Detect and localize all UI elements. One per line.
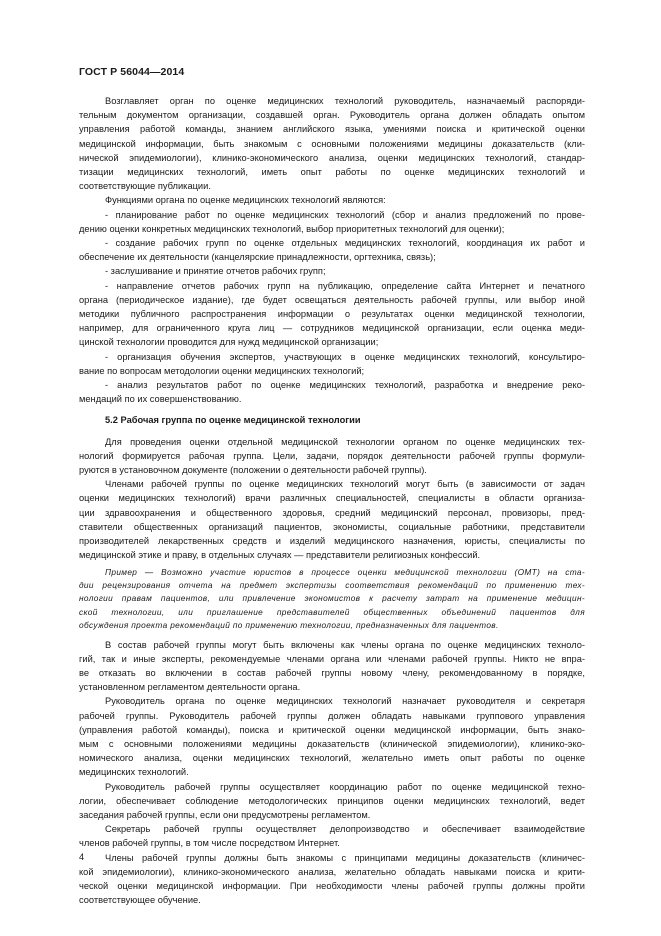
text-line: (управления работой команды), поиска и критической оценки медицинской информации, быть знако-: [79, 724, 585, 735]
text-line: дению оценки конкретных медицинских технологий, выбор приоритетных технологий для оценки);: [79, 223, 505, 234]
text-line: ве отказать во включении в состав рабочей группы новому члену, рекомендованному в порядке,: [79, 667, 585, 678]
text-line: - организация обучения экспертов, участвующих в оценке медицинских технологий, консультиро-: [105, 351, 585, 362]
text-line: Руководитель органа по оценке медицинских технологий назначает руководителя и секретаря: [105, 696, 585, 707]
text-line: соответствующее обучение.: [79, 895, 201, 906]
text-line: ской технологии, или приглашение представителей общественных объединений пациентов для: [79, 606, 585, 617]
text-line: номического анализа, оценки медицинских технологий, желательно иметь опыт работы по оценке: [79, 753, 585, 764]
text-line: соответствующие публикации.: [79, 181, 211, 192]
text-line: Руководитель рабочей группы осуществляет координацию работ по оценке медицинской техно-: [105, 781, 585, 792]
text-line: мым с основными положениями медицины доказательств (клинической эпидемиологии), клинико-эко-: [79, 738, 585, 749]
paragraph: [79, 94, 585, 193]
text-line: 5.2 Рабочая группа по оценке медицинской технологии: [105, 415, 361, 426]
paragraph: [79, 435, 585, 478]
text-line: производителей лекарственных средств и изделий медицинского назначения, юристы, специалисты по: [79, 536, 585, 547]
text-line: заседания рабочей группы, если они предусмотрены регламентом.: [79, 809, 371, 820]
text-line: обсуждения проекта рекомендаций по применению технологии, предназначенных для пациентов.: [79, 620, 499, 631]
text-line: органа (периодическое издание), где будет освещаться деятельность рабочей группы, или выбор иной: [79, 294, 585, 305]
text-line: нической эпидемиологии), клинико-экономического анализа, оценки медицинских технологий, стандар-: [79, 152, 585, 163]
text-line: установленном регламентом деятельности органа.: [79, 682, 301, 693]
paragraph: [79, 378, 585, 406]
example-note: [79, 566, 585, 633]
text-line: вание по вопросам методологии оценки медицинских технологий;: [79, 365, 365, 376]
text-line: руются в установочном документе (положении о деятельности рабочей группы).: [79, 465, 427, 476]
text-line: ции здравоохранения и общественного здоровья, средний медицинский персонал, провизоры, пред-: [79, 507, 585, 518]
text-line: медицинских технологий.: [79, 767, 189, 778]
text-line: медицинской информации, быть знакомым с основными положениями медицины доказательств (кли-: [79, 138, 585, 149]
paragraph: [79, 477, 585, 562]
paragraph: [79, 208, 585, 236]
text-line: оценки медицинских технологий) врачи различных специальностей, специалисты в области организа-: [79, 493, 585, 504]
document-body: [79, 94, 585, 907]
paragraph: [79, 822, 585, 850]
text-line: Пример — Возможно участие юристов в процессе оценки медицинской технологии (ОМТ) на ста-: [105, 566, 585, 577]
paragraph: [79, 264, 585, 278]
text-line: - направление отчетов рабочих групп на публикацию, определение сайта Интернет и печатного: [105, 280, 585, 291]
paragraph: [79, 638, 585, 695]
text-line: тизации медицинских технологий, иметь опыт работы по оценке медицинских технологий и: [79, 167, 585, 178]
text-line: ческой оценки медицинской информации. При необходимости члены рабочей группы должны пройти: [79, 880, 585, 891]
text-line: дии рецензирования отчета на предмет экспертизы соответствия рекомендаций по применению тех-: [79, 579, 585, 590]
paragraph: [79, 350, 585, 378]
paragraph: [79, 694, 585, 779]
text-line: рабочей группы. Руководитель рабочей группы должен обладать навыками группового управления: [79, 710, 585, 721]
paragraph: [79, 780, 585, 823]
text-line: - анализ результатов работ по оценке медицинских технологий, разработка и внедрение реко-: [105, 380, 585, 391]
text-line: цинской технологии проводится для нужд медицинской организации;: [79, 337, 379, 348]
text-line: - заслушивание и принятие отчетов рабочих групп;: [105, 266, 326, 277]
text-line: Члены рабочей группы должны быть знакомы с принципами медицины доказательств (клиничес-: [105, 852, 585, 863]
text-line: нологий формируется рабочая группа. Цели, задачи, порядок деятельности рабочей группы формули-: [79, 450, 585, 461]
paragraph: [79, 236, 585, 264]
text-line: тельным документом организации, создавшей орган. Руководитель органа должен обладать опытом: [79, 110, 585, 121]
text-line: Для проведения оценки отдельной медицинской технологии органом по оценке медицинских тех-: [105, 436, 585, 447]
text-line: Функциями органа по оценке медицинских технологий являются:: [105, 195, 386, 206]
text-line: мендаций по их совершенствованию.: [79, 394, 242, 405]
text-line: медицинской этике и праву, в отдельных случаях — представители религиозных конфессий.: [79, 550, 481, 561]
text-line: методики публичного распространения информации о результатах оценки медицинской технологии,: [79, 309, 585, 320]
text-line: - создание рабочих групп по оценке отдельных медицинских технологий, координация их работ и: [105, 238, 585, 249]
text-line: ставители общественных организаций пациентов, экономисты, социальные работники, представители: [79, 521, 585, 532]
text-line: управления работой команды, знанием английского языка, умениями поиска и критической оценки: [79, 124, 585, 135]
page-number: 4: [79, 852, 85, 862]
text-line: членов рабочей группы, в том числе посредством Интернет.: [79, 838, 340, 849]
text-line: - планирование работ по оценке медицинских технологий (сбор и анализ предложений по прове-: [105, 209, 585, 220]
text-line: Секретарь рабочей группы осуществляет делопроизводство и обеспечивает взаимодействие: [105, 824, 585, 835]
paragraph: [79, 193, 585, 207]
text-line: нологии правам пациентов, или привлечение экономистов к расчету затрат на применение медицин-: [79, 593, 585, 604]
text-line: кой эпидемиологии), клинико-экономического анализа, желательно обладать навыками поиска и крити-: [79, 866, 585, 877]
text-line: В состав рабочей группы могут быть включены как члены органа по оценке медицинских техноло-: [105, 639, 585, 650]
text-line: Членами рабочей группы по оценке медицинских технологий могут быть (в зависимости от задач: [105, 479, 585, 490]
section-heading: [79, 413, 585, 427]
text-line: например, для ограниченного круга лиц — сотрудников медицинской организации, если оценка меди-: [79, 323, 585, 334]
text-line: логии, обеспечивает соблюдение методологических принципов оценки медицинских технологий, ведет: [79, 795, 585, 806]
text-line: Возглавляет орган по оценке медицинских технологий руководитель, назначаемый распоряди-: [105, 96, 585, 106]
document-header: ГОСТ Р 56044—2014: [79, 66, 185, 78]
text-line: гий, так и иные эксперты, рекомендуемые членами органа или членами рабочей группы. Никто не впра-: [79, 653, 585, 664]
paragraph: [79, 851, 585, 908]
text-line: обеспечение их деятельности (канцелярские принадлежности, оргтехника, связь);: [79, 252, 436, 263]
paragraph: [79, 279, 585, 350]
